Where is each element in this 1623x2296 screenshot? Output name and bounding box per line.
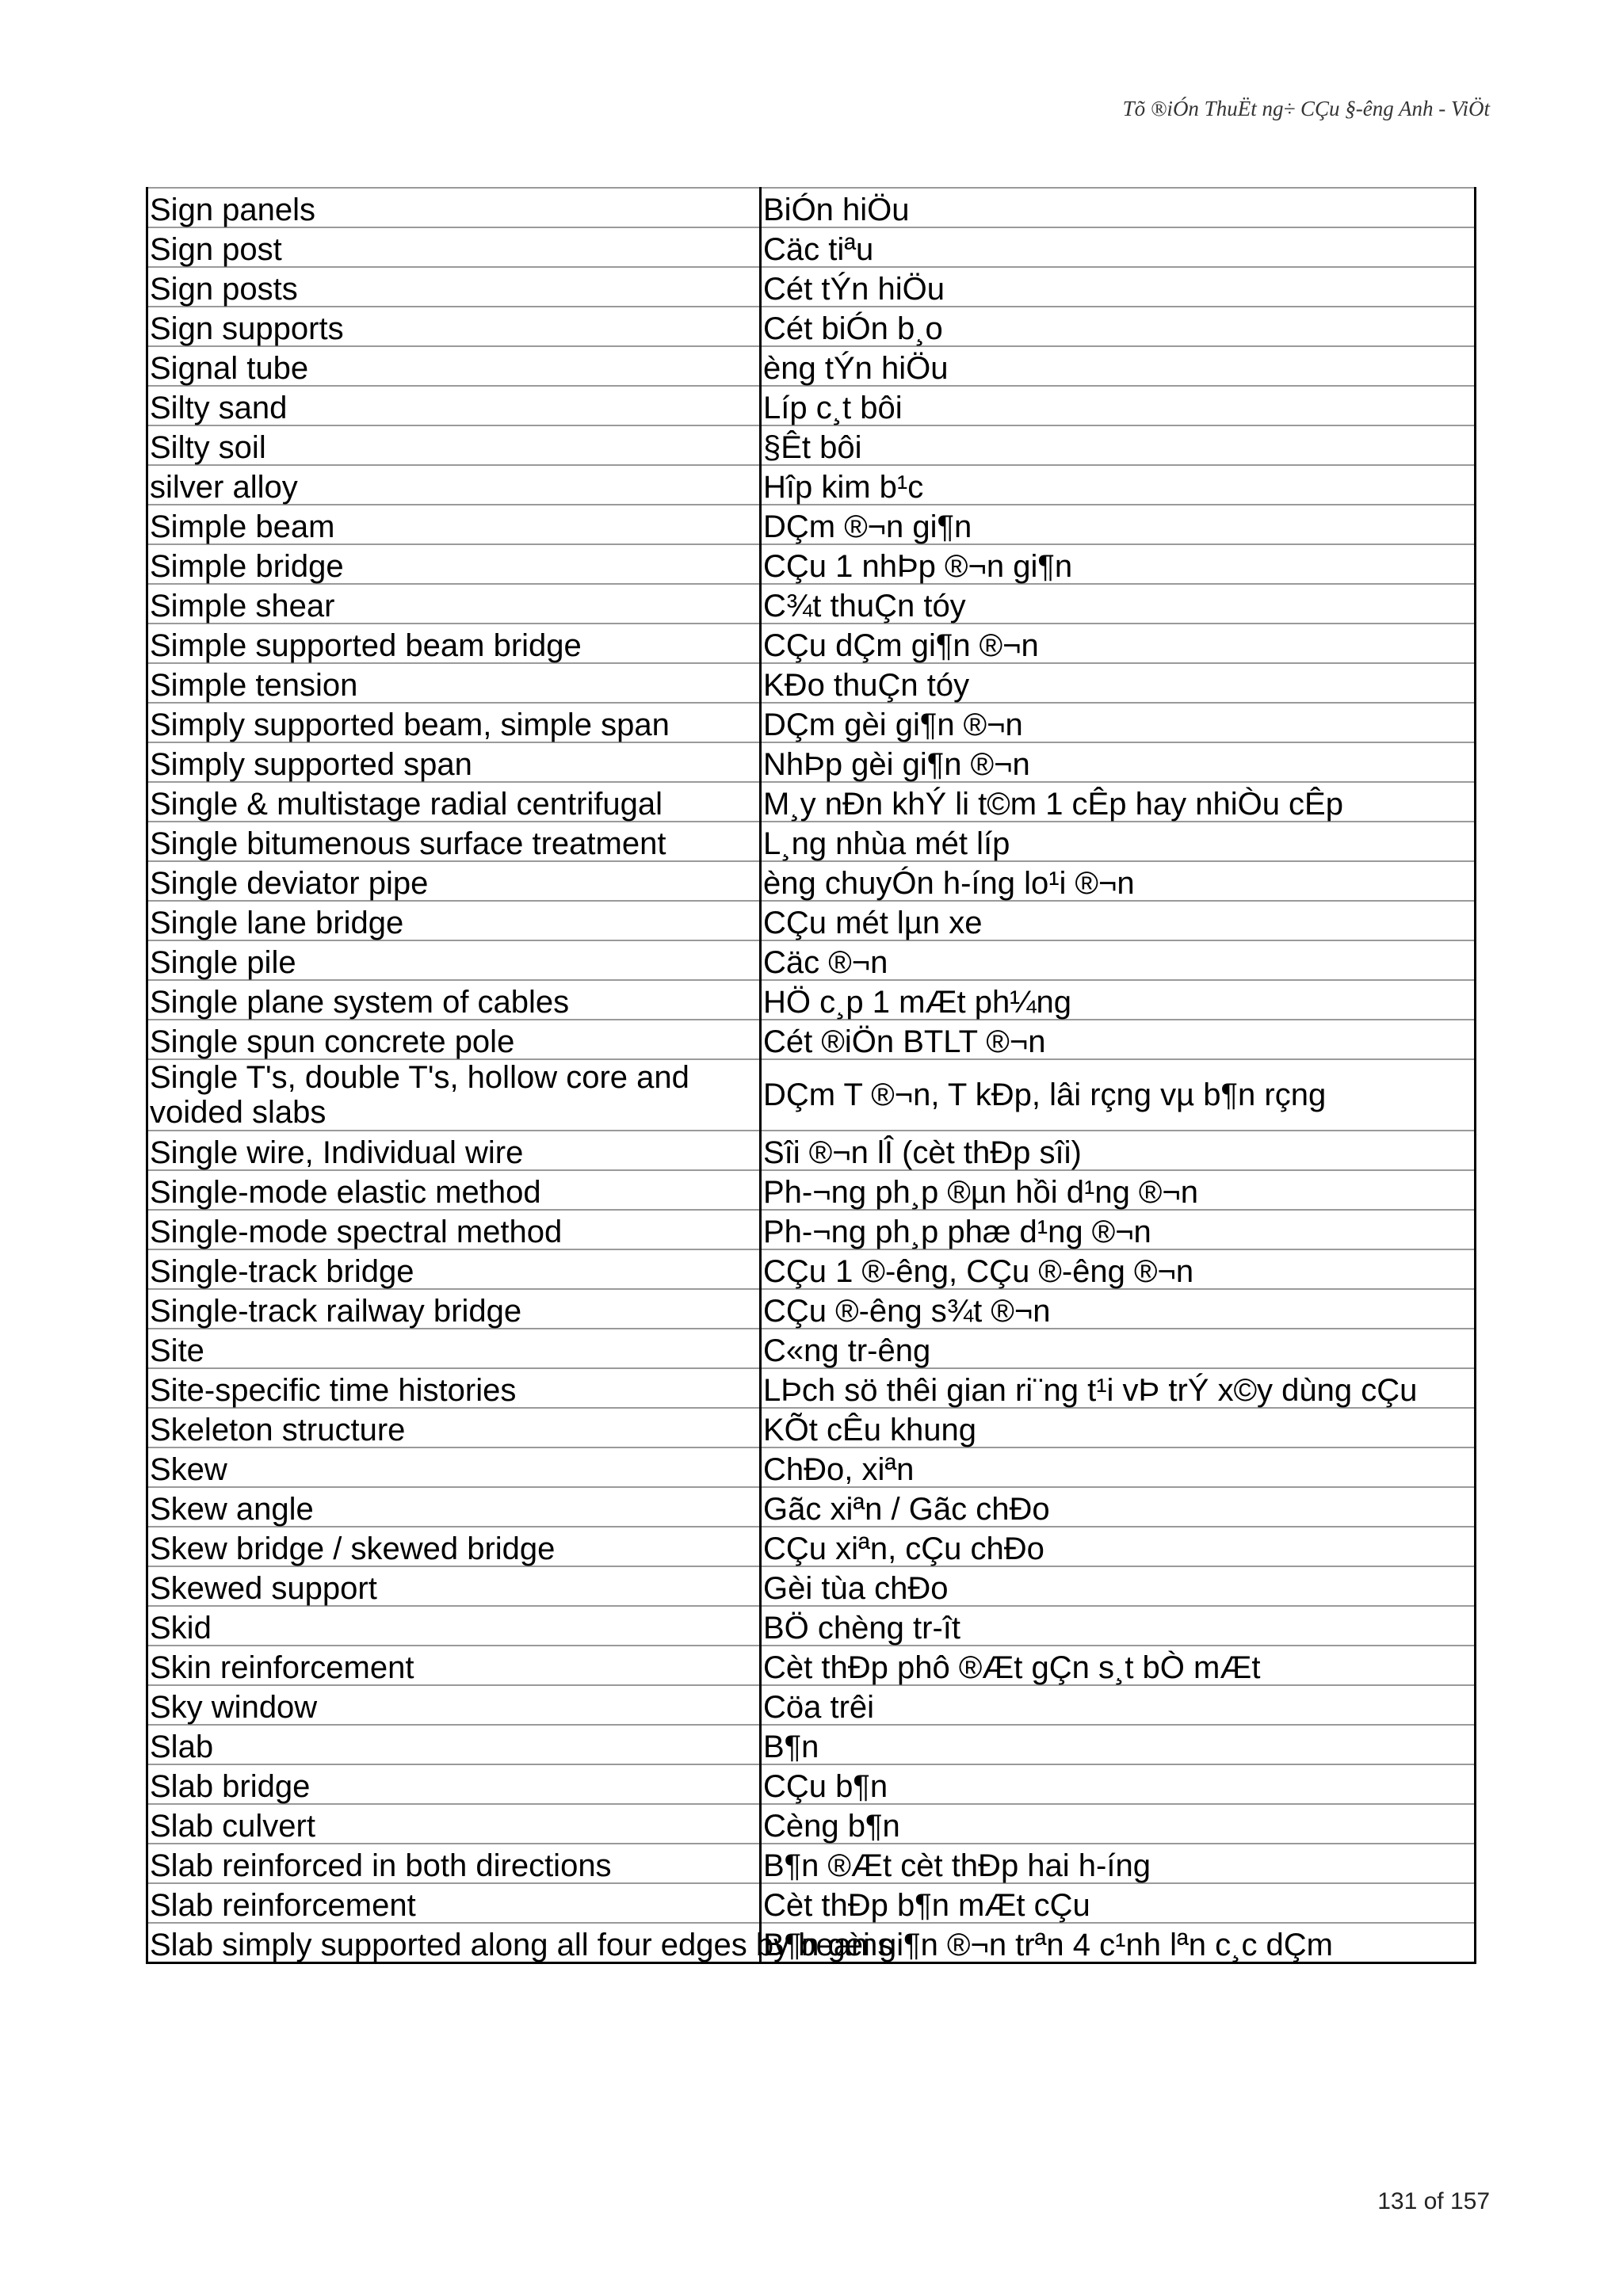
term-cell: Silty sand bbox=[147, 386, 761, 425]
term-cell: Single lane bridge bbox=[147, 901, 761, 940]
term-cell: Single pile bbox=[147, 940, 761, 980]
translation-cell: L¸ng nhùa mét líp bbox=[761, 822, 1476, 861]
translation-cell: B¶n bbox=[761, 1725, 1476, 1764]
table-row bbox=[147, 1844, 1476, 1883]
translation-cell: §Êt bôi bbox=[761, 425, 1476, 465]
table-row bbox=[147, 307, 1476, 346]
translation-cell: C¾t thuÇn tóy bbox=[761, 584, 1476, 624]
term-cell: Simple tension bbox=[147, 663, 761, 703]
translation-cell: CÇu ®-êng s¾t ®¬n bbox=[761, 1289, 1476, 1329]
table-row bbox=[147, 1646, 1476, 1685]
table-row bbox=[147, 901, 1476, 940]
translation-cell: Cèng b¶n bbox=[761, 1804, 1476, 1844]
term-cell: Skewed support bbox=[147, 1566, 761, 1606]
translation-cell: Cäc tiªu bbox=[761, 227, 1476, 267]
translation-cell: DÇm ®¬n gi¶n bbox=[761, 505, 1476, 544]
table-row bbox=[147, 1059, 1476, 1131]
term-cell: Single-mode spectral method bbox=[147, 1210, 761, 1249]
term-cell: Site-specific time histories bbox=[147, 1368, 761, 1408]
table-row bbox=[147, 1170, 1476, 1210]
table-row bbox=[147, 1408, 1476, 1447]
table-row bbox=[147, 505, 1476, 544]
translation-cell: Cét biÓn b¸o bbox=[761, 307, 1476, 346]
translation-cell: Gãc xiªn / Gãc chÐo bbox=[761, 1487, 1476, 1527]
translation-cell: KÕt cÊu khung bbox=[761, 1408, 1476, 1447]
translation-cell: LÞch sö thêi gian ri¨ng t¹i vÞ trÝ x©y dùng cÇu bbox=[761, 1368, 1476, 1408]
table-row bbox=[147, 227, 1476, 267]
term-cell: Site bbox=[147, 1329, 761, 1368]
translation-cell: Gèi tùa chÐo bbox=[761, 1566, 1476, 1606]
term-cell: Single plane system of cables bbox=[147, 980, 761, 1020]
term-cell: Sign post bbox=[147, 227, 761, 267]
term-cell: Sign supports bbox=[147, 307, 761, 346]
table-row bbox=[147, 346, 1476, 386]
table-row bbox=[147, 782, 1476, 822]
term-cell: Single-track railway bridge bbox=[147, 1289, 761, 1329]
term-cell: Single deviator pipe bbox=[147, 861, 761, 901]
translation-cell: Cét tÝn hiÖu bbox=[761, 267, 1476, 307]
translation-cell: CÇu 1 nhÞp ®¬n gi¶n bbox=[761, 544, 1476, 584]
table-row bbox=[147, 1685, 1476, 1725]
term-cell: Skew bbox=[147, 1447, 761, 1487]
term-cell: Single & multistage radial centrifugal bbox=[147, 782, 761, 822]
term-cell: Sign posts bbox=[147, 267, 761, 307]
translation-cell: Ph-¬ng ph¸p ®µn hồi d¹ng ®¬n bbox=[761, 1170, 1476, 1210]
term-cell: Sign panels bbox=[147, 188, 761, 227]
term-cell: Skid bbox=[147, 1606, 761, 1646]
translation-cell: Sîi ®¬n lÎ (cèt thÐp sîi) bbox=[761, 1131, 1476, 1170]
table-row bbox=[147, 1329, 1476, 1368]
table-row bbox=[147, 544, 1476, 584]
table-row bbox=[147, 742, 1476, 782]
page-header-title: Tõ ®iÓn ThuËt ng÷ CÇu §-êng Anh - ViÖt bbox=[1122, 97, 1490, 120]
table-row bbox=[147, 1487, 1476, 1527]
term-cell: Slab reinforced in both directions bbox=[147, 1844, 761, 1883]
term-cell: Simple supported beam bridge bbox=[147, 624, 761, 663]
table-row bbox=[147, 1289, 1476, 1329]
table-row bbox=[147, 1804, 1476, 1844]
translation-cell: KÐo thuÇn tóy bbox=[761, 663, 1476, 703]
term-cell: Signal tube bbox=[147, 346, 761, 386]
translation-cell: CÇu 1 ®-êng, CÇu ®-êng ®¬n bbox=[761, 1249, 1476, 1289]
table-row bbox=[147, 703, 1476, 742]
table-row bbox=[147, 980, 1476, 1020]
translation-cell: CÇu b¶n bbox=[761, 1764, 1476, 1804]
translation-cell: èng tÝn hiÖu bbox=[761, 346, 1476, 386]
table-row bbox=[147, 1020, 1476, 1059]
table-row bbox=[147, 1725, 1476, 1764]
translation-cell: Hîp kim b¹c bbox=[761, 465, 1476, 505]
term-cell: Slab culvert bbox=[147, 1804, 761, 1844]
translation-cell: CÇu xiªn, cÇu chÐo bbox=[761, 1527, 1476, 1566]
translation-cell: Cét ®iÖn BTLT ®¬n bbox=[761, 1020, 1476, 1059]
term-cell: Sky window bbox=[147, 1685, 761, 1725]
term-cell: Single-track bridge bbox=[147, 1249, 761, 1289]
translation-cell: NhÞp gèi gi¶n ®¬n bbox=[761, 742, 1476, 782]
table-row bbox=[147, 1606, 1476, 1646]
translation-cell: Cèt thÐp phô ®Æt gÇn s¸t bÒ mÆt bbox=[761, 1646, 1476, 1685]
term-cell: Single bitumenous surface treatment bbox=[147, 822, 761, 861]
term-cell: Simple bridge bbox=[147, 544, 761, 584]
table-row bbox=[147, 822, 1476, 861]
term-cell: Skin reinforcement bbox=[147, 1646, 761, 1685]
term-cell: silver alloy bbox=[147, 465, 761, 505]
translation-cell: C«ng tr-êng bbox=[761, 1329, 1476, 1368]
table-row bbox=[147, 1368, 1476, 1408]
term-cell: Simple shear bbox=[147, 584, 761, 624]
translation-cell: DÇm gèi gi¶n ®¬n bbox=[761, 703, 1476, 742]
table-row bbox=[147, 1883, 1476, 1923]
translation-cell: M¸y nÐn khÝ li t©m 1 cÊp hay nhiÒu cÊp bbox=[761, 782, 1476, 822]
term-cell: Silty soil bbox=[147, 425, 761, 465]
table-row bbox=[147, 1447, 1476, 1487]
translation-cell: B¶n ®Æt cèt thÐp hai h-íng bbox=[761, 1844, 1476, 1883]
table-row bbox=[147, 624, 1476, 663]
table-row bbox=[147, 465, 1476, 505]
translation-cell: Cöa trêi bbox=[761, 1685, 1476, 1725]
table-row bbox=[147, 1764, 1476, 1804]
term-cell: Simply supported span bbox=[147, 742, 761, 782]
translation-cell: BÖ chèng tr-ît bbox=[761, 1606, 1476, 1646]
term-cell: Skew angle bbox=[147, 1487, 761, 1527]
glossary-table bbox=[146, 187, 1476, 1964]
table-row bbox=[147, 861, 1476, 901]
term-cell: Single spun concrete pole bbox=[147, 1020, 761, 1059]
table-row bbox=[147, 1566, 1476, 1606]
table-row bbox=[147, 1210, 1476, 1249]
translation-cell: Cèt thÐp b¶n mÆt cÇu bbox=[761, 1883, 1476, 1923]
translation-cell: CÇu mét lµn xe bbox=[761, 901, 1476, 940]
table-row bbox=[147, 188, 1476, 227]
translation-cell: BiÓn hiÖu bbox=[761, 188, 1476, 227]
table-row bbox=[147, 386, 1476, 425]
term-cell: Single wire, Individual wire bbox=[147, 1131, 761, 1170]
page-number: 131 of 157 bbox=[1377, 2188, 1490, 2214]
term-cell: Single-mode elastic method bbox=[147, 1170, 761, 1210]
table-row bbox=[147, 267, 1476, 307]
table-row bbox=[147, 584, 1476, 624]
table-row bbox=[147, 1527, 1476, 1566]
table-row bbox=[147, 940, 1476, 980]
translation-cell: Líp c¸t bôi bbox=[761, 386, 1476, 425]
translation-cell: B¶n gèi gi¶n ®¬n trªn 4 c¹nh lªn c¸c dÇm bbox=[761, 1923, 1476, 1962]
term-cell: Single T's, double T's, hollow core and voided slabs bbox=[147, 1059, 761, 1131]
translation-cell: HÖ c¸p 1 mÆt ph¼ng bbox=[761, 980, 1476, 1020]
translation-cell: CÇu dÇm gi¶n ®¬n bbox=[761, 624, 1476, 663]
glossary-body bbox=[147, 188, 1476, 1962]
term-cell: Skew bridge / skewed bridge bbox=[147, 1527, 761, 1566]
term-cell: Skeleton structure bbox=[147, 1408, 761, 1447]
term-cell: Slab bridge bbox=[147, 1764, 761, 1804]
table-row bbox=[147, 1923, 1476, 1962]
translation-cell: ChÐo, xiªn bbox=[761, 1447, 1476, 1487]
term-cell: Slab simply supported along all four edges by beams bbox=[147, 1923, 761, 1962]
table-row bbox=[147, 425, 1476, 465]
term-cell: Simply supported beam, simple span bbox=[147, 703, 761, 742]
translation-cell: DÇm T ®¬n, T kÐp, lâi rçng vµ b¶n rçng bbox=[761, 1059, 1476, 1131]
table-row bbox=[147, 663, 1476, 703]
term-cell: Simple beam bbox=[147, 505, 761, 544]
table-row bbox=[147, 1249, 1476, 1289]
translation-cell: Ph-¬ng ph¸p phæ d¹ng ®¬n bbox=[761, 1210, 1476, 1249]
translation-cell: Cäc ®¬n bbox=[761, 940, 1476, 980]
table-row bbox=[147, 1131, 1476, 1170]
term-cell: Slab bbox=[147, 1725, 761, 1764]
term-cell: Slab reinforcement bbox=[147, 1883, 761, 1923]
translation-cell: èng chuyÓn h-íng lo¹i ®¬n bbox=[761, 861, 1476, 901]
